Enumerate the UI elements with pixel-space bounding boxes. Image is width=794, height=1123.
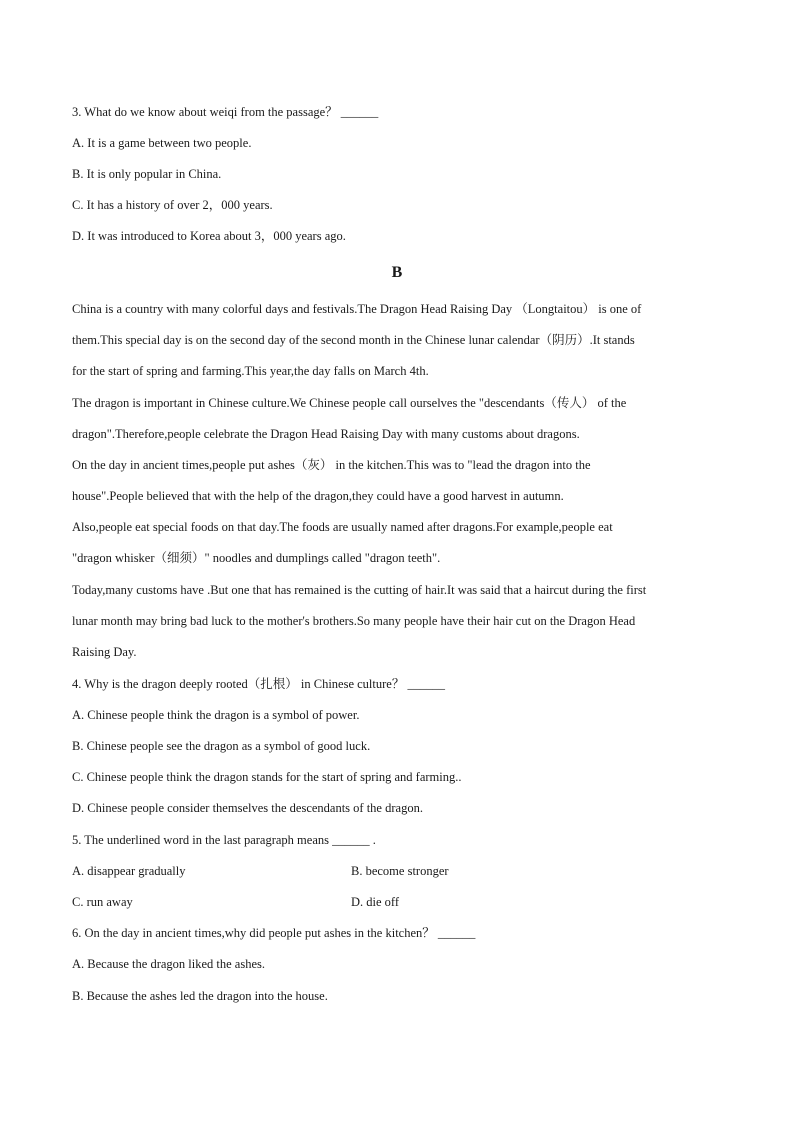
question-3: 3. What do we know about weiqi from the passage？ ______ <box>72 105 379 119</box>
passage-line: dragon".Therefore,people celebrate the Dragon Head Raising Day with many customs about dragons. <box>72 427 580 441</box>
passage-line: lunar month may bring bad luck to the mother's brothers.So many people have their hair cut on the Dragon Head <box>72 614 636 628</box>
passage-line: On the day in ancient times,people put ashes（灰） in the kitchen.This was to "lead the dragon into the <box>72 458 591 472</box>
q6-option-a: A. Because the dragon liked the ashes. <box>72 957 265 971</box>
q5-option-d: D. die off <box>351 895 400 909</box>
q3-option-b: B. It is only popular in China. <box>72 167 222 181</box>
q5-option-b: B. become stronger <box>351 864 449 878</box>
question-4: 4. Why is the dragon deeply rooted（扎根） in Chinese culture？ ______ <box>72 677 445 691</box>
question-5: 5. The underlined word in the last paragraph means ______ . <box>72 833 376 847</box>
q6-option-b: B. Because the ashes led the dragon into the house. <box>72 989 328 1003</box>
passage-line: "dragon whisker（细须）" noodles and dumplings called "dragon teeth". <box>72 551 441 565</box>
passage-line: Raising Day. <box>72 645 137 659</box>
section-heading: B <box>391 264 403 281</box>
q4-option-c: C. Chinese people think the dragon stands for the start of spring and farming.. <box>72 770 462 784</box>
passage-line: Also,people eat special foods on that day.The foods are usually named after dragons.For example,people eat <box>72 520 613 534</box>
q3-option-d: D. It was introduced to Korea about 3，000 years ago. <box>72 229 346 243</box>
question-6: 6. On the day in ancient times,why did people put ashes in the kitchen？ ______ <box>72 926 476 940</box>
q5-option-a: A. disappear gradually <box>72 864 186 878</box>
passage-line: Today,many customs have .But one that has remained is the cutting of hair.It was said that a haircut during the first <box>72 583 647 597</box>
passage-line: them.This special day is on the second day of the second month in the Chinese lunar calendar（阴历）.It stands <box>72 333 635 347</box>
passage-line: China is a country with many colorful days and festivals.The Dragon Head Raising Day （Longtaitou） is one of <box>72 302 642 316</box>
passage-line: for the start of spring and farming.This year,the day falls on March 4th. <box>72 364 429 378</box>
q5-option-c: C. run away <box>72 895 133 909</box>
q3-option-a: A. It is a game between two people. <box>72 136 252 150</box>
q4-option-d: D. Chinese people consider themselves the descendants of the dragon. <box>72 801 423 815</box>
passage-line: The dragon is important in Chinese culture.We Chinese people call ourselves the "descendants（传人） of the <box>72 396 627 410</box>
q4-option-a: A. Chinese people think the dragon is a symbol of power. <box>72 708 360 722</box>
q4-option-b: B. Chinese people see the dragon as a symbol of good luck. <box>72 739 371 753</box>
q3-option-c: C. It has a history of over 2，000 years. <box>72 198 273 212</box>
passage-line: house".People believed that with the help of the dragon,they could have a good harvest in autumn. <box>72 489 564 503</box>
